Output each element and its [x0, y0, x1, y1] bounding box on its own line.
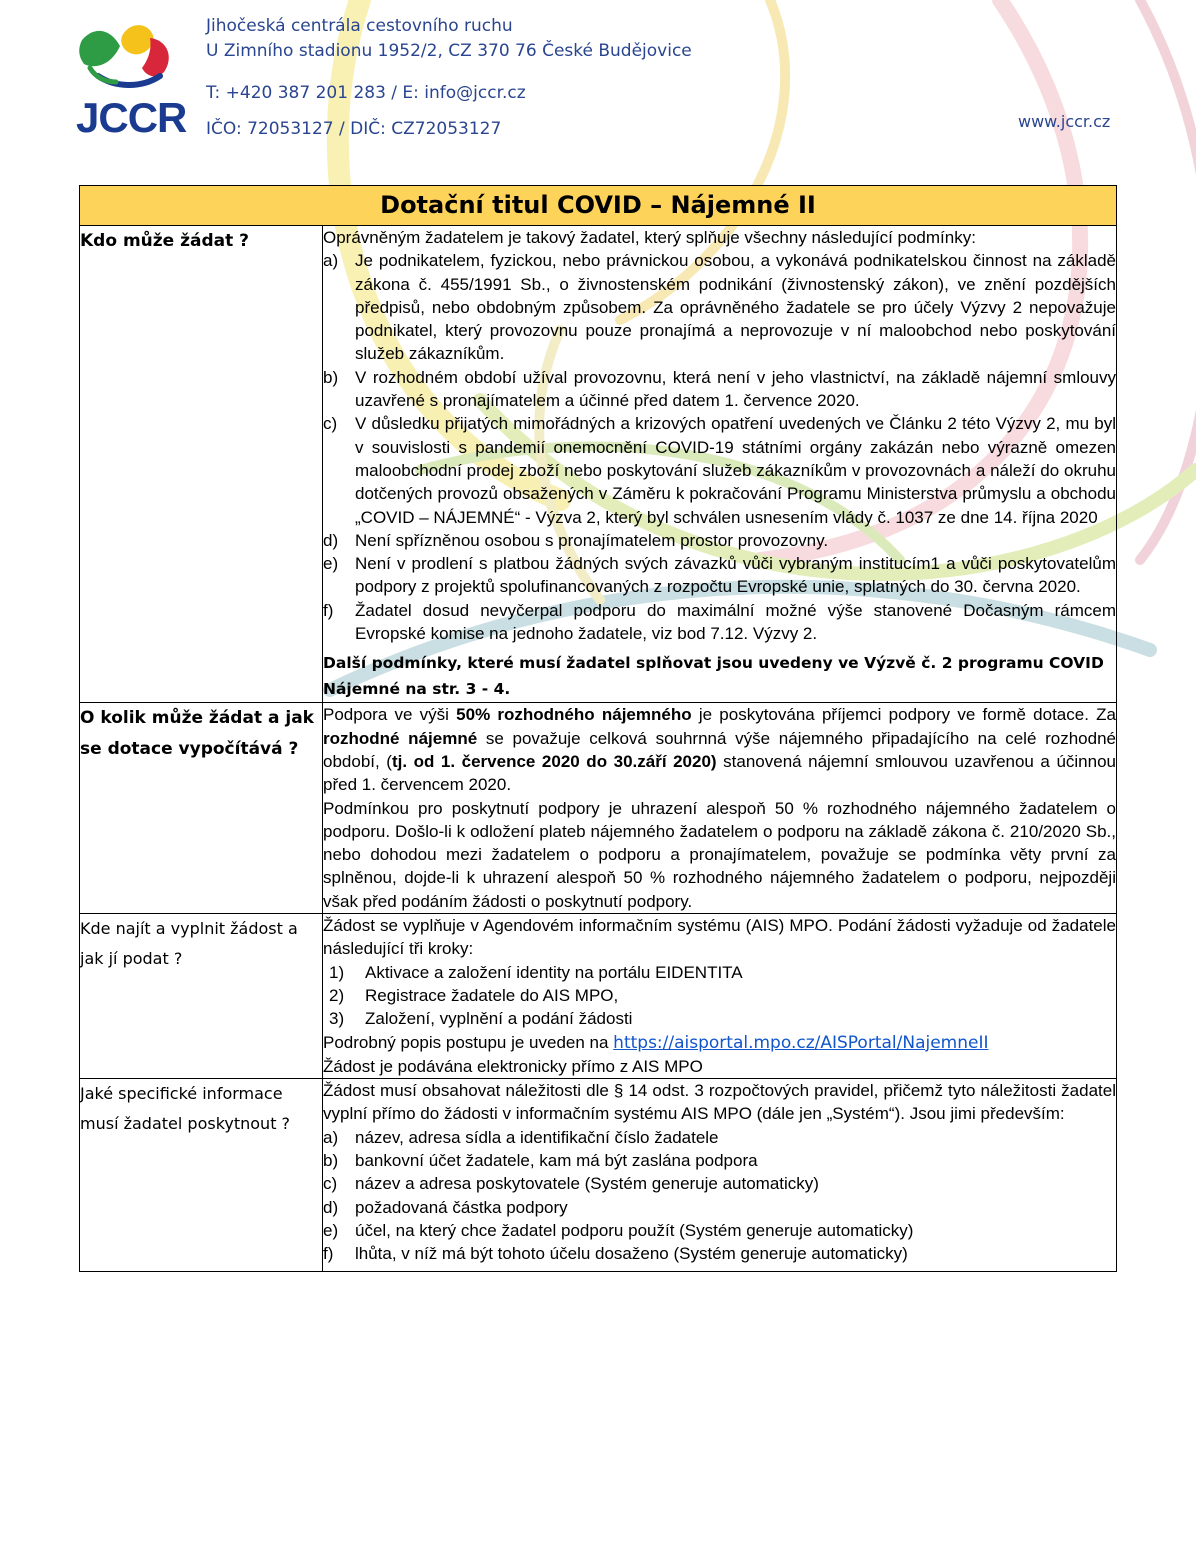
list-item: 3) Založení, vyplnění a podání žádosti	[329, 1009, 633, 1029]
row-label: Kde najít a vyplnit žádost a jak jí podat ?	[80, 914, 323, 1079]
row-label: Jaké specifické informace musí žadatel poskytnout ?	[80, 1079, 323, 1272]
row-label: Kdo může žádat ?	[80, 226, 323, 703]
list-item: b) V rozhodném období užíval provozovnu, která není v jeho vlastnictví, na základě nájemní smlouvy uzavřené s pronajímatelem a účinné před datem 1. července 2020.	[323, 367, 1116, 411]
list-item: e) Není v prodlení s platbou žádných svých závazků vůči vybraným institucím1 a vůči poskytovatelům podpory z projektů spolufinancovaných z rozpočtu Evropské unie, splatných do 30. června 2020.	[323, 554, 1116, 597]
application-intro: Žádost se vyplňuje v Agendovém informačním systému (AIS) MPO. Podání žádosti vyžaduje od žadatele následující tři kroky:	[323, 916, 1116, 959]
org-name: Jihočeská centrála cestovního ruchu	[206, 16, 513, 36]
submission-note: Žádost je podávána elektronicky přímo z AIS MPO	[323, 1056, 703, 1076]
org-address: U Zimního stadionu 1952/2, CZ 370 76 České Budějovice	[206, 41, 692, 61]
list-item: d) Není spřízněnou osobou s pronajímatelem prostor provozovny.	[323, 530, 829, 550]
row-content	[323, 703, 1117, 914]
list-item: b) bankovní účet žadatele, kam má být zaslána podpora	[323, 1150, 758, 1170]
support-amount-paragraph: Podpora ve výši 50% rozhodného nájemného je poskytována příjemci podpory ve formě dotace. Za rozhodné nájemné se považuje celková souhrnná výše nájemného připadajícího na celé rozhodné období, (tj. od 1. července 2020 do 30.září 2020) stanovená nájemní smlouvou uzavřenou a účinnou před 1. červencem 2020.	[323, 705, 1116, 795]
table-row	[80, 914, 1117, 1079]
table-row	[80, 703, 1117, 914]
organization-details	[206, 14, 692, 147]
jccr-logo	[76, 18, 187, 141]
table-row	[80, 1079, 1117, 1272]
payment-condition-paragraph: Podmínkou pro poskytnutí podpory je uhrazení alespoň 50 % rozhodného nájemného žadatelem o podporu. Došlo-li k odložení plateb nájemného žadatelem o podporu na základě zákona č. 210/2020 Sb., nebo dohodou mezi žadatelem o podporu a pronajímatelem, považuje se podmínka věty první za splněnou, dojde-li k uhrazení alespoň 50 % rozhodného nájemného žadatelem o podporu, nejpozději však před podáním žádosti o poskytnutí podpory.	[323, 798, 1116, 911]
row-content	[323, 226, 1117, 703]
table-title: Dotační titul COVID – Nájemné II	[80, 186, 1117, 226]
list-item: c) název a adresa poskytovatele (Systém generuje automaticky)	[323, 1174, 819, 1194]
row-content	[323, 1079, 1117, 1272]
list-item: a) Je podnikatelem, fyzickou, nebo právnickou osobou, a vykonává podnikatelskou činnost na základě zákona č. 455/1991 Sb., o živnostenském podnikání (živnostenský zákon), ve znění pozdějších předpisů, nebo obdobným způsobem. Za oprávněného žadatele se pro účely Výzvy 2 nepovažuje podnikatel, který provozovnu pouze pronajímá a neprovozuje v ní maloobchod nebo poskytování služeb zákazníkům.	[323, 251, 1116, 364]
list-item: c) V důsledku přijatých mimořádných a krizových opatření uvedených ve Článku 2 této Výzvy 2, mu byl v souvislosti s pandemií onemocnění COVID-19 státními orgány zakázán nebo výrazně omezen maloobchodní prodej zboží nebo poskytování služeb zákazníkům v provozovnách a náleží do okruhu dotčených provozů obsažených v Záměru k pokračování Programu Ministerstva průmyslu a obchodu „COVID – NÁJEMNÉ“ - Výzva 2, který byl schválen usnesením vlády č. 1037 ze dne 14. října 2020	[323, 414, 1116, 527]
list-item: f) Žadatel dosud nevyčerpal podporu do maximální možné výše stanovené Dočasným rámcem Evropské komise na jednoho žadatele, viz bod 7.12. Výzvy 2.	[323, 600, 1116, 644]
list-item: e) účel, na který chce žadatel podporu použít (Systém generuje automaticky)	[323, 1220, 914, 1240]
website-link[interactable]: www.jccr.cz	[1018, 112, 1111, 131]
eligibility-intro: Oprávněným žadatelem je takový žadatel, který splňuje všechny následující podmínky:	[323, 228, 976, 247]
list-item: 2) Registrace žadatele do AIS MPO,	[329, 985, 619, 1005]
logo-text: JCCR	[76, 94, 187, 141]
org-ids: IČO: 72053127 / DIČ: CZ72053127	[206, 119, 502, 139]
letterhead	[0, 0, 1196, 160]
org-contact: T: +420 387 201 283 / E: info@jccr.cz	[206, 83, 526, 103]
logo-mark-icon	[76, 18, 176, 98]
list-item: d) požadovaná částka podpory	[323, 1197, 568, 1217]
row-label: O kolik může žádat a jak se dotace vypočítává ?	[80, 703, 323, 914]
ais-portal-link[interactable]: https://aisportal.mpo.cz/AISPortal/NajemneII	[613, 1032, 989, 1053]
procedure-detail: Podrobný popis postupu je uveden na https://aisportal.mpo.cz/AISPortal/NajemneII	[323, 1032, 989, 1053]
list-item: a) název, adresa sídla a identifikační číslo žadatele	[323, 1127, 719, 1147]
info-table	[79, 185, 1117, 1272]
list-item: f) lhůta, v níž má být tohoto účelu dosaženo (Systém generuje automaticky)	[323, 1244, 908, 1264]
table-row	[80, 226, 1117, 703]
requirements-intro: Žádost musí obsahovat náležitosti dle § 14 odst. 3 rozpočtových pravidel, přičemž tyto náležitosti žadatel vyplní přímo do žádosti v informačním systému AIS MPO (dále jen „Systém“). Jsou jimi především:	[323, 1081, 1116, 1124]
list-item: 1) Aktivace a založení identity na portálu EIDENTITA	[329, 962, 743, 982]
row-content	[323, 914, 1117, 1079]
additional-conditions-note: Další podmínky, které musí žadatel splňovat jsou uvedeny ve Výzvě č. 2 programu COVID Nájemné na str. 3 - 4.	[323, 654, 1104, 699]
